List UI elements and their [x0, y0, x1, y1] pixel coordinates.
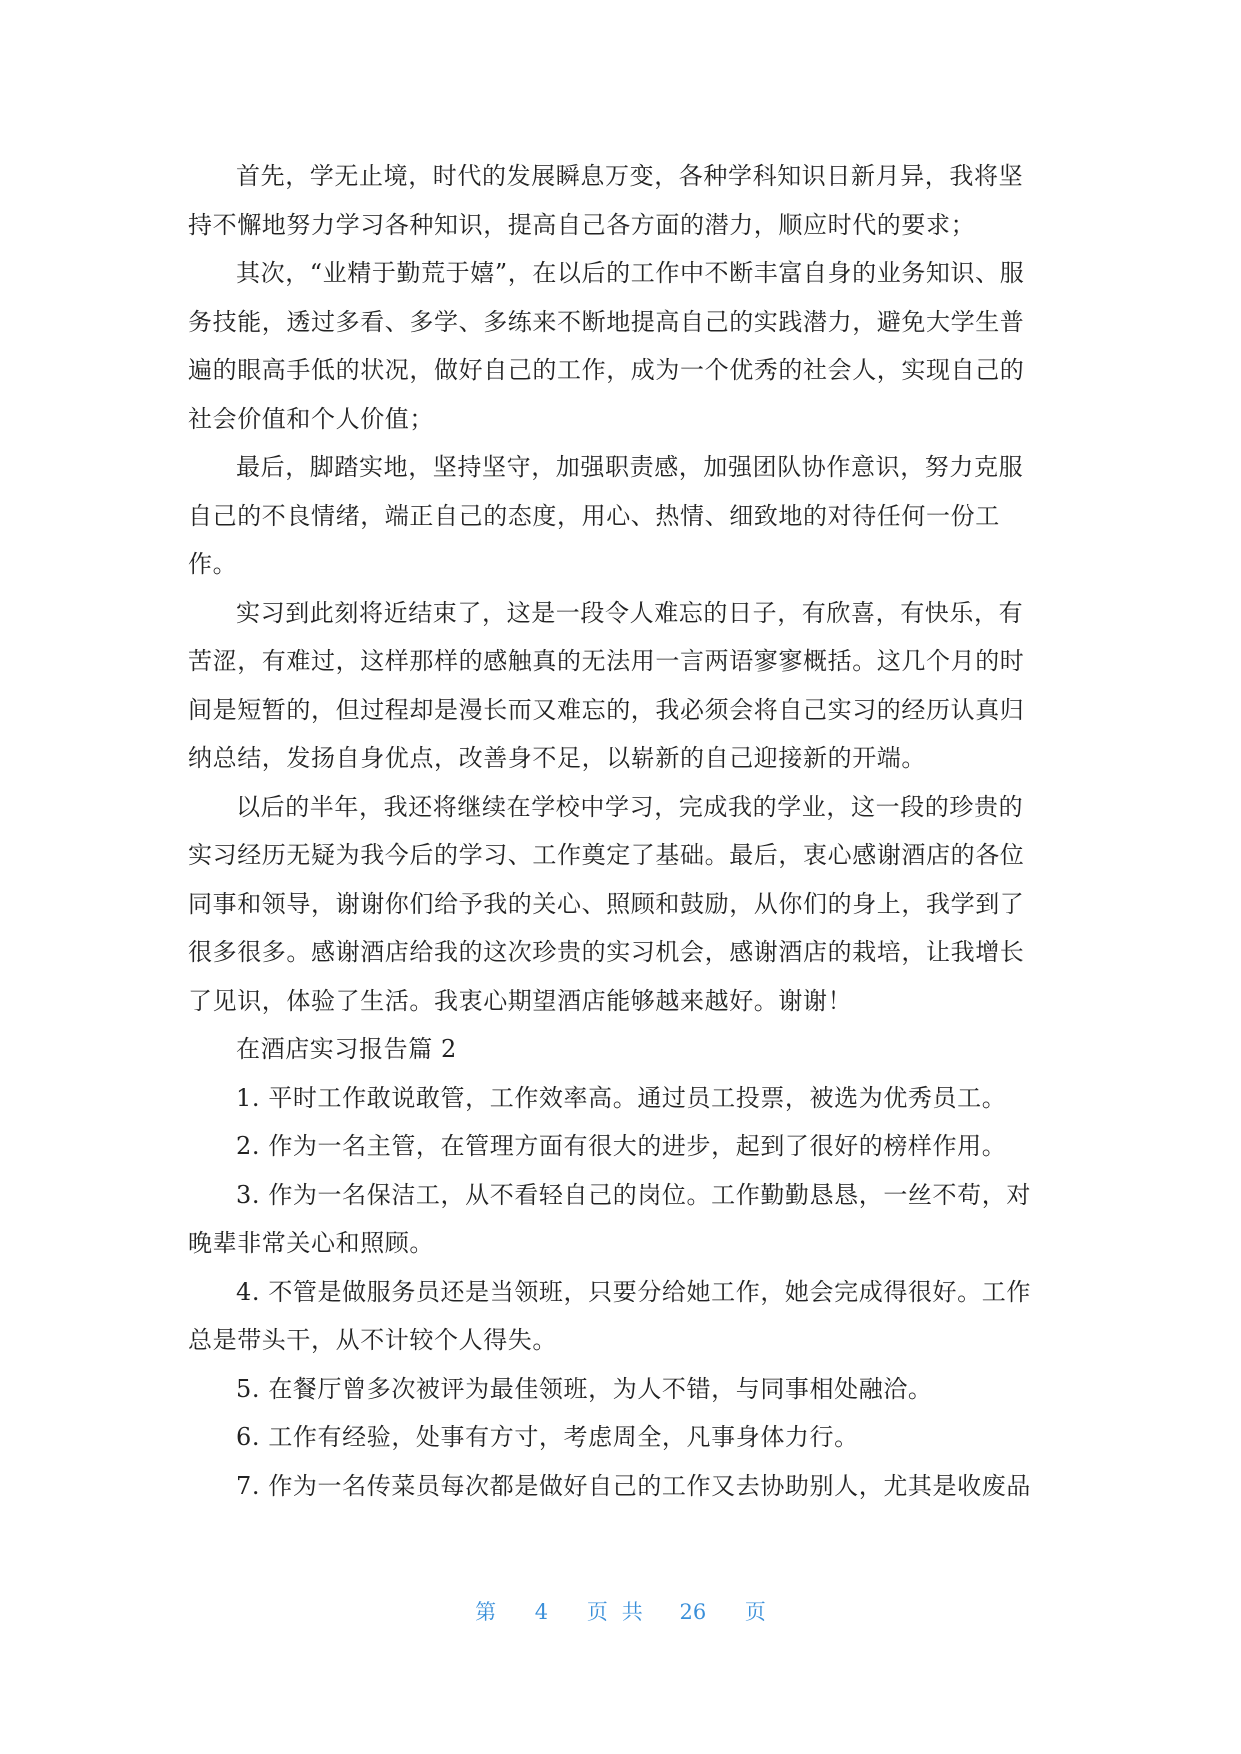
text-line: 了见识，体验了生活。我衷心期望酒店能够越来越好。谢谢！: [188, 986, 853, 1015]
paragraph-1: [188, 152, 1048, 249]
footer-mid: 页共: [586, 1600, 657, 1624]
text-line: 同事和领导，谢谢你们给予我的关心、照顾和鼓励，从你们的身上，我学到了: [188, 889, 1025, 918]
text-line: 自己的不良情绪，端正自己的态度，用心、热情、细致地的对待任何一份工: [188, 501, 1000, 530]
list-item-7: [188, 1462, 1048, 1511]
text-line: 总是带头干，从不计较个人得失。: [188, 1326, 557, 1354]
paragraph-4: [188, 589, 1048, 783]
document-body: [188, 152, 1048, 1510]
text-line: 5. 在餐厅曾多次被评为最佳领班，为人不错，与同事相处融洽。: [236, 1374, 933, 1403]
text-line: 首先，学无止境，时代的发展瞬息万变，各种学科知识日新月异，我将坚: [236, 162, 1024, 190]
text-line: 务技能，透过多看、多学、多练来不断地提高自己的实践潜力，避免大学生普: [188, 307, 1025, 336]
text-line: 4. 不管是做服务员还是当领班，只要分给她工作，她会完成得很好。工作: [236, 1277, 1031, 1306]
list-item-2: [188, 1122, 1048, 1171]
text-line: 晚辈非常关心和照顾。: [188, 1229, 434, 1257]
text-line: 3. 作为一名保洁工，从不看轻自己的岗位。工作勤勤恳恳，一丝不苟，对: [236, 1180, 1031, 1209]
page-footer: [0, 1596, 1241, 1626]
text-line: 6. 工作有经验，处事有方寸，考虑周全，凡事身体力行。: [236, 1423, 859, 1451]
paragraph-5: [188, 783, 1048, 1026]
paragraph-3: [188, 443, 1048, 589]
text-line: 2. 作为一名主管，在管理方面有很大的进步，起到了很好的榜样作用。: [236, 1132, 1007, 1160]
list-item-3: [188, 1171, 1048, 1268]
section-title: 在酒店实习报告篇 2: [236, 1035, 457, 1063]
text-line: 1. 平时工作敢说敢管，工作效率高。通过员工投票，被选为优秀员工。: [236, 1083, 1007, 1112]
list-item-5: [188, 1365, 1048, 1414]
text-line: 最后，脚踏实地，坚持坚守，加强职责感，加强团队协作意识，努力克服: [236, 453, 1024, 481]
text-line: 实习经历无疑为我今后的学习、工作奠定了基础。最后，衷心感谢酒店的各位: [188, 841, 1025, 869]
list-item-1: [188, 1074, 1048, 1123]
text-line: 遍的眼高手低的状况，做好自己的工作，成为一个优秀的社会人，实现自己的: [188, 356, 1025, 384]
text-line: 其次，“业精于勤荒于嬉”，在以后的工作中不断丰富自身的业务知识、服: [236, 259, 1025, 287]
footer-suffix: 页: [744, 1600, 766, 1624]
text-line: 7. 作为一名传菜员每次都是做好自己的工作又去协助别人，尤其是收废品: [236, 1471, 1031, 1500]
text-line: 间是短暂的，但过程却是漫长而又难忘的，我必须会将自己实习的经历认真归: [188, 695, 1025, 724]
list-item-6: [188, 1413, 1048, 1462]
footer-prefix: 第: [475, 1600, 497, 1624]
text-line: 实习到此刻将近结束了，这是一段令人难忘的日子，有欣喜，有快乐，有: [236, 598, 1024, 627]
paragraph-2: [188, 249, 1048, 443]
list-item-4: [188, 1268, 1048, 1365]
footer-current-page: 4: [534, 1600, 549, 1624]
text-line: 以后的半年，我还将继续在学校中学习，完成我的学业，这一段的珍贵的: [236, 792, 1024, 821]
text-line: 作。: [188, 550, 238, 578]
text-line: 持不懈地努力学习各种知识，提高自己各方面的潜力，顺应时代的要求；: [188, 210, 976, 239]
text-line: 纳总结，发扬自身优点，改善身不足，以崭新的自己迎接新的开端。: [188, 744, 926, 772]
text-line: 社会价值和个人价值；: [188, 404, 434, 433]
text-line: 很多很多。感谢酒店给我的这次珍贵的实习机会，感谢酒店的栽培，让我增长: [188, 938, 1025, 966]
footer-total-pages: 26: [679, 1600, 707, 1624]
text-line: 苦涩，有难过，这样那样的感触真的无法用一言两语寥寥概括。这几个月的时: [188, 647, 1025, 675]
